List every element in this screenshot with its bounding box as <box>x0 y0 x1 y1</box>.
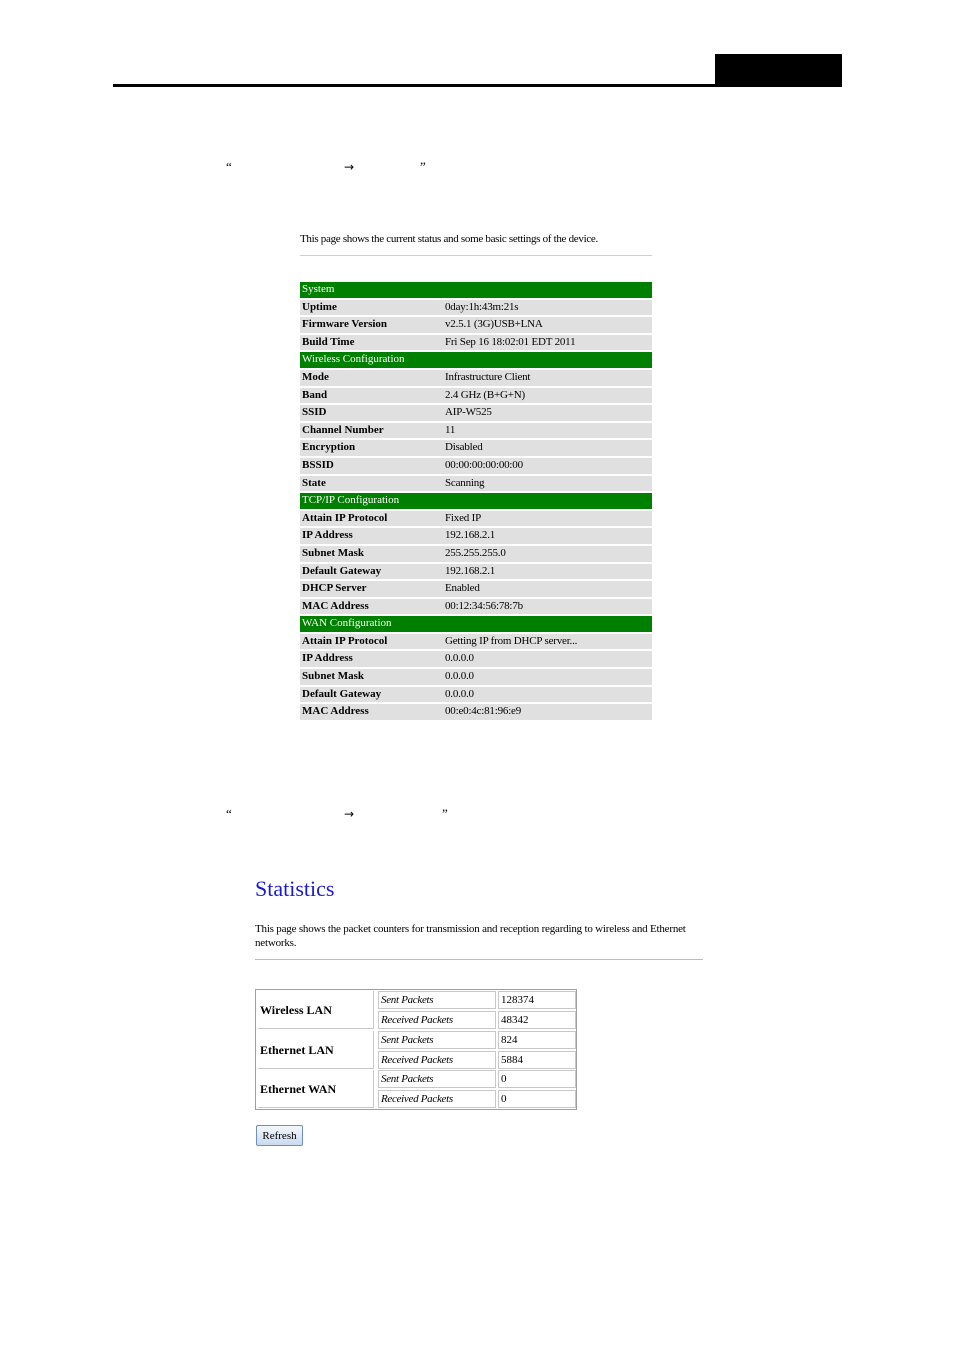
section-header <box>300 352 652 368</box>
status-row <box>300 458 652 474</box>
status-intro-text: This page shows the current status and some basic settings of the device. <box>300 233 598 245</box>
status-value: Disabled <box>441 440 652 456</box>
status-row <box>300 317 652 333</box>
header-rule <box>113 84 842 87</box>
arrow-right-icon: → <box>344 160 355 174</box>
status-label: Channel Number <box>300 423 441 439</box>
status-label: Default Gateway <box>300 564 441 580</box>
status-row <box>300 476 652 492</box>
arrow-right-icon: → <box>344 807 355 821</box>
status-label: Firmware Version <box>300 317 441 333</box>
statistics-description: This page shows the packet counters for transmission and reception regarding to wireless and Ethernet networks. <box>255 923 686 949</box>
status-value: Infrastructure Client <box>441 370 652 386</box>
status-value: Getting IP from DHCP server... <box>441 634 652 650</box>
status-value: Scanning <box>441 476 652 492</box>
status-value: 2.4 GHz (B+G+N) <box>441 388 652 404</box>
status-row <box>300 335 652 351</box>
status-value: AIP-W525 <box>441 405 652 421</box>
open-quote: “ <box>226 159 232 174</box>
status-row <box>300 546 652 562</box>
status-row <box>300 440 652 456</box>
status-row <box>300 687 652 703</box>
group-label: Ethernet LAN <box>258 1031 374 1069</box>
status-value: Fri Sep 16 18:02:01 EDT 2011 <box>441 335 652 351</box>
sent-packets-value: 824 <box>498 1031 576 1049</box>
status-label: MAC Address <box>300 704 441 720</box>
stats-group-wireless-lan <box>258 991 574 1029</box>
stats-group-ethernet-lan <box>258 1031 574 1069</box>
status-row <box>300 528 652 544</box>
status-row <box>300 581 652 597</box>
section-title: WAN Configuration <box>300 616 652 632</box>
status-value: 00:e0:4c:81:96:e9 <box>441 704 652 720</box>
close-quote: ” <box>420 159 426 174</box>
sent-packets-value: 128374 <box>498 991 576 1009</box>
status-row <box>300 564 652 580</box>
refresh-button[interactable]: Refresh <box>256 1125 303 1146</box>
status-label: Attain IP Protocol <box>300 634 441 650</box>
statistics-table <box>255 989 577 1110</box>
status-label: IP Address <box>300 528 441 544</box>
status-row <box>300 388 652 404</box>
status-value: v2.5.1 (3G)USB+LNA <box>441 317 652 333</box>
received-packets-value: 5884 <box>498 1051 576 1069</box>
status-value: 0.0.0.0 <box>441 651 652 667</box>
status-row <box>300 405 652 421</box>
nav-path-statistics <box>226 806 456 822</box>
status-label: MAC Address <box>300 599 441 615</box>
status-value: 11 <box>441 423 652 439</box>
close-quote: ” <box>442 806 448 821</box>
status-value: 00:00:00:00:00:00 <box>441 458 652 474</box>
sent-packets-label: Sent Packets <box>378 1031 496 1049</box>
status-row <box>300 423 652 439</box>
section-title: System <box>300 282 652 298</box>
status-row <box>300 634 652 650</box>
status-label: Band <box>300 388 441 404</box>
status-row <box>300 511 652 527</box>
received-packets-value: 48342 <box>498 1011 576 1029</box>
status-value: 192.168.2.1 <box>441 528 652 544</box>
status-label: Subnet Mask <box>300 546 441 562</box>
status-label: Encryption <box>300 440 441 456</box>
status-label: BSSID <box>300 458 441 474</box>
status-value: Enabled <box>441 581 652 597</box>
status-row <box>300 669 652 685</box>
section-title: Wireless Configuration <box>300 352 652 368</box>
status-row <box>300 704 652 720</box>
sent-packets-value: 0 <box>498 1070 576 1088</box>
status-label: SSID <box>300 405 441 421</box>
status-label: State <box>300 476 441 492</box>
header-black-tab <box>715 54 842 87</box>
received-packets-label: Received Packets <box>378 1011 496 1029</box>
status-label: Subnet Mask <box>300 669 441 685</box>
status-value: 255.255.255.0 <box>441 546 652 562</box>
status-value: 192.168.2.1 <box>441 564 652 580</box>
group-label: Wireless LAN <box>258 991 374 1029</box>
statistics-separator <box>255 959 703 960</box>
group-label: Ethernet WAN <box>258 1070 374 1108</box>
section-title: TCP/IP Configuration <box>300 493 652 509</box>
status-separator <box>300 255 652 256</box>
status-label: IP Address <box>300 651 441 667</box>
section-header <box>300 616 652 632</box>
section-header <box>300 493 652 509</box>
status-label: Build Time <box>300 335 441 351</box>
status-value: 0day:1h:43m:21s <box>441 300 652 316</box>
open-quote: “ <box>226 806 232 821</box>
status-table <box>300 280 652 722</box>
status-value: 00:12:34:56:78:7b <box>441 599 652 615</box>
section-header <box>300 282 652 298</box>
status-value: 0.0.0.0 <box>441 687 652 703</box>
nav-path-status <box>226 159 436 175</box>
received-packets-label: Received Packets <box>378 1051 496 1069</box>
status-label: Uptime <box>300 300 441 316</box>
sent-packets-label: Sent Packets <box>378 991 496 1009</box>
status-row <box>300 300 652 316</box>
status-row <box>300 370 652 386</box>
received-packets-value: 0 <box>498 1090 576 1108</box>
status-label: Attain IP Protocol <box>300 511 441 527</box>
status-value: Fixed IP <box>441 511 652 527</box>
status-row <box>300 651 652 667</box>
received-packets-label: Received Packets <box>378 1090 496 1108</box>
statistics-title: Statistics <box>255 876 335 901</box>
stats-group-ethernet-wan <box>258 1070 574 1108</box>
sent-packets-label: Sent Packets <box>378 1070 496 1088</box>
status-label: Default Gateway <box>300 687 441 703</box>
status-label: DHCP Server <box>300 581 441 597</box>
status-value: 0.0.0.0 <box>441 669 652 685</box>
status-label: Mode <box>300 370 441 386</box>
status-row <box>300 599 652 615</box>
